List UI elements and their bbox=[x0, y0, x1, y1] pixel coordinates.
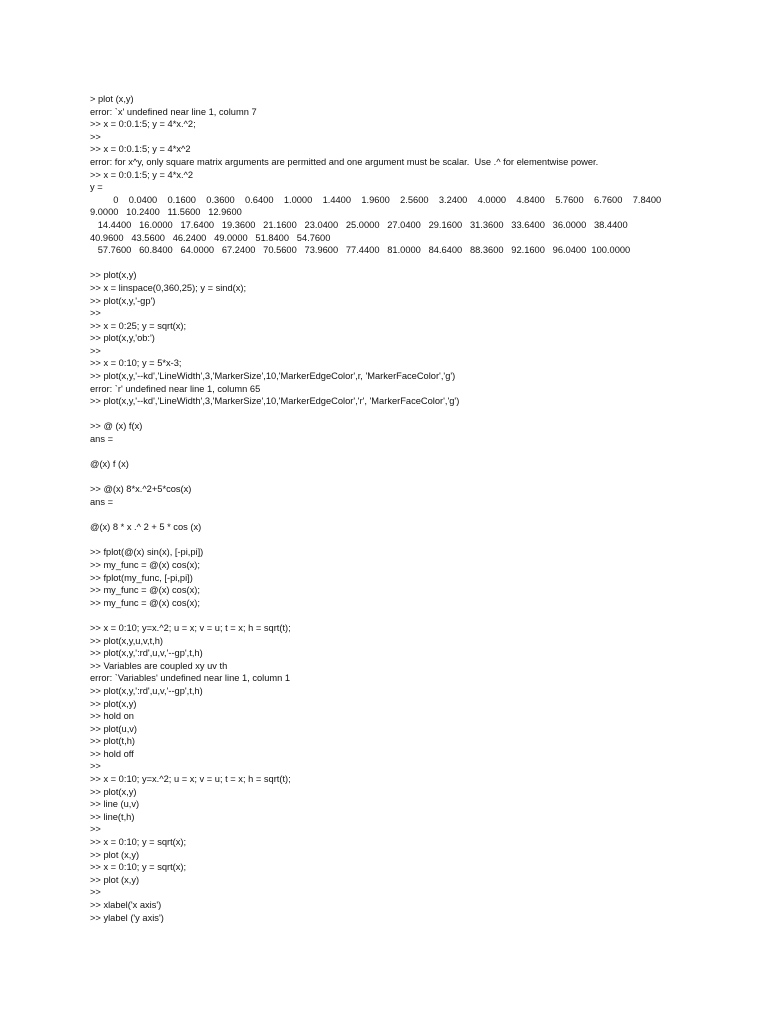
transcript-line: error: `x' undefined near line 1, column 7 bbox=[90, 106, 257, 117]
transcript-line: >> Variables are coupled xy uv th bbox=[90, 660, 228, 671]
transcript-line: @(x) f (x) bbox=[90, 459, 129, 470]
transcript-line: >> x = 0:0.1:5; y = 4*x.^2 bbox=[90, 169, 194, 180]
transcript-line bbox=[90, 609, 690, 622]
transcript-line: >> x = 0:10; y=x.^2; u = x; v = u; t = x; h = sqrt(t); bbox=[90, 774, 291, 785]
transcript-line: >> plot(x,y,'ob:') bbox=[90, 333, 155, 344]
transcript-line: ans = bbox=[90, 497, 114, 507]
transcript-line: >> x = 0:10; y = 5*x-3; bbox=[90, 358, 182, 369]
transcript-line: >> line(t,h) bbox=[90, 811, 135, 822]
transcript-line bbox=[90, 534, 690, 547]
transcript-line: >> fplot(@(x) sin(x), [-pi,pi]) bbox=[90, 547, 204, 558]
transcript-line: error: for x^y, only square matrix arguments are permitted and one argument must be scalar. Use .^ for elementwise power. bbox=[90, 156, 599, 167]
transcript-line: >> plot (x,y) bbox=[90, 874, 140, 885]
transcript-line: 14.4400 16.0000 17.6400 19.3600 21.1600 23.0400 25.0000 27.0400 29.1600 31.3600 33.6400 36.0000 38.4400 bbox=[90, 219, 628, 230]
transcript-line bbox=[90, 509, 690, 522]
transcript-line: 0 0.0400 0.1600 0.3600 0.6400 1.0000 1.4400 1.9600 2.5600 3.2400 4.0000 4.8400 5.7600 6.7600 7.8400 bbox=[90, 194, 662, 205]
transcript-line: >> x = 0:10; y = sqrt(x); bbox=[90, 862, 187, 873]
transcript-line: error: `r' undefined near line 1, column 65 bbox=[90, 383, 261, 394]
transcript-line: > plot (x,y) bbox=[90, 94, 134, 104]
transcript-line: >> ylabel ('y axis') bbox=[90, 912, 164, 923]
transcript-line: >> hold on bbox=[90, 711, 134, 722]
transcript-line: >> @(x) 8*x.^2+5*cos(x) bbox=[90, 484, 192, 495]
transcript-line: >> my_func = @(x) cos(x); bbox=[90, 559, 200, 570]
transcript-line: >> plot(x,y) bbox=[90, 270, 137, 281]
transcript-line bbox=[90, 408, 690, 421]
transcript-line: >> plot(t,h) bbox=[90, 736, 135, 747]
transcript-line: >> line (u,v) bbox=[90, 799, 140, 810]
transcript-line: 9.0000 10.2400 11.5600 12.9600 bbox=[90, 207, 242, 218]
transcript-line: >> bbox=[90, 131, 101, 142]
transcript-line: >> x = 0:10; y = sqrt(x); bbox=[90, 837, 187, 848]
transcript-line: >> x = linspace(0,360,25); y = sind(x); bbox=[90, 282, 247, 293]
transcript-line: @(x) 8 * x .^ 2 + 5 * cos (x) bbox=[90, 522, 202, 533]
transcript-line: >> bbox=[90, 308, 101, 319]
transcript-line: >> my_func = @(x) cos(x); bbox=[90, 597, 200, 608]
transcript-line: >> @ (x) f(x) bbox=[90, 421, 143, 432]
transcript-line: error: `Variables' undefined near line 1, column 1 bbox=[90, 673, 291, 684]
transcript-line: >> bbox=[90, 887, 101, 898]
transcript-line: >> my_func = @(x) cos(x); bbox=[90, 585, 200, 596]
transcript-line: >> plot(x,y) bbox=[90, 786, 137, 797]
transcript-line: >> xlabel('x axis') bbox=[90, 900, 162, 910]
transcript-line: >> plot(x,y,':rd',u,v,'--gp',t,h) bbox=[90, 648, 203, 659]
transcript-line: >> hold off bbox=[90, 748, 134, 759]
transcript-line: >> fplot(my_func, [-pi,pi]) bbox=[90, 572, 193, 583]
transcript-line: >> x = 0:25; y = sqrt(x); bbox=[90, 320, 187, 331]
transcript-line: >> plot(x,y,'-gp') bbox=[90, 295, 156, 306]
transcript-line: 57.7600 60.8400 64.0000 67.2400 70.5600 73.9600 77.4400 81.0000 84.6400 88.3600 92.1600 96.0400 100.0000 bbox=[90, 245, 631, 256]
command-transcript bbox=[90, 93, 690, 924]
transcript-line: >> plot(x,y) bbox=[90, 698, 137, 709]
transcript-line: >> plot(u,v) bbox=[90, 723, 138, 734]
transcript-line: >> bbox=[90, 761, 101, 772]
transcript-line: >> x = 0:0.1:5; y = 4*x.^2; bbox=[90, 119, 196, 130]
transcript-line: >> plot (x,y) bbox=[90, 849, 140, 860]
transcript-line: >> plot(x,y,'--kd','LineWidth',3,'MarkerSize',10,'MarkerEdgeColor',r, 'MarkerFaceColor','g') bbox=[90, 371, 456, 382]
transcript-line bbox=[90, 446, 690, 459]
transcript-line: >> x = 0:10; y=x.^2; u = x; v = u; t = x; h = sqrt(t); bbox=[90, 622, 291, 633]
transcript-line: y = bbox=[90, 182, 103, 193]
transcript-line: >> x = 0:0.1:5; y = 4*x^2 bbox=[90, 144, 191, 155]
transcript-line: >> plot(x,y,':rd',u,v,'--gp',t,h) bbox=[90, 685, 203, 696]
transcript-line: >> plot(x,y,u,v,t,h) bbox=[90, 635, 164, 646]
transcript-line bbox=[90, 257, 690, 270]
transcript-line: >> plot(x,y,'--kd','LineWidth',3,'MarkerSize',10,'MarkerEdgeColor','r', 'MarkerFaceColor','g') bbox=[90, 396, 460, 407]
transcript-line: ans = bbox=[90, 434, 114, 445]
transcript-line: >> bbox=[90, 345, 101, 356]
transcript-line: >> bbox=[90, 824, 101, 835]
transcript-line: 40.9600 43.5600 46.2400 49.0000 51.8400 54.7600 bbox=[90, 232, 331, 243]
transcript-line bbox=[90, 471, 690, 484]
